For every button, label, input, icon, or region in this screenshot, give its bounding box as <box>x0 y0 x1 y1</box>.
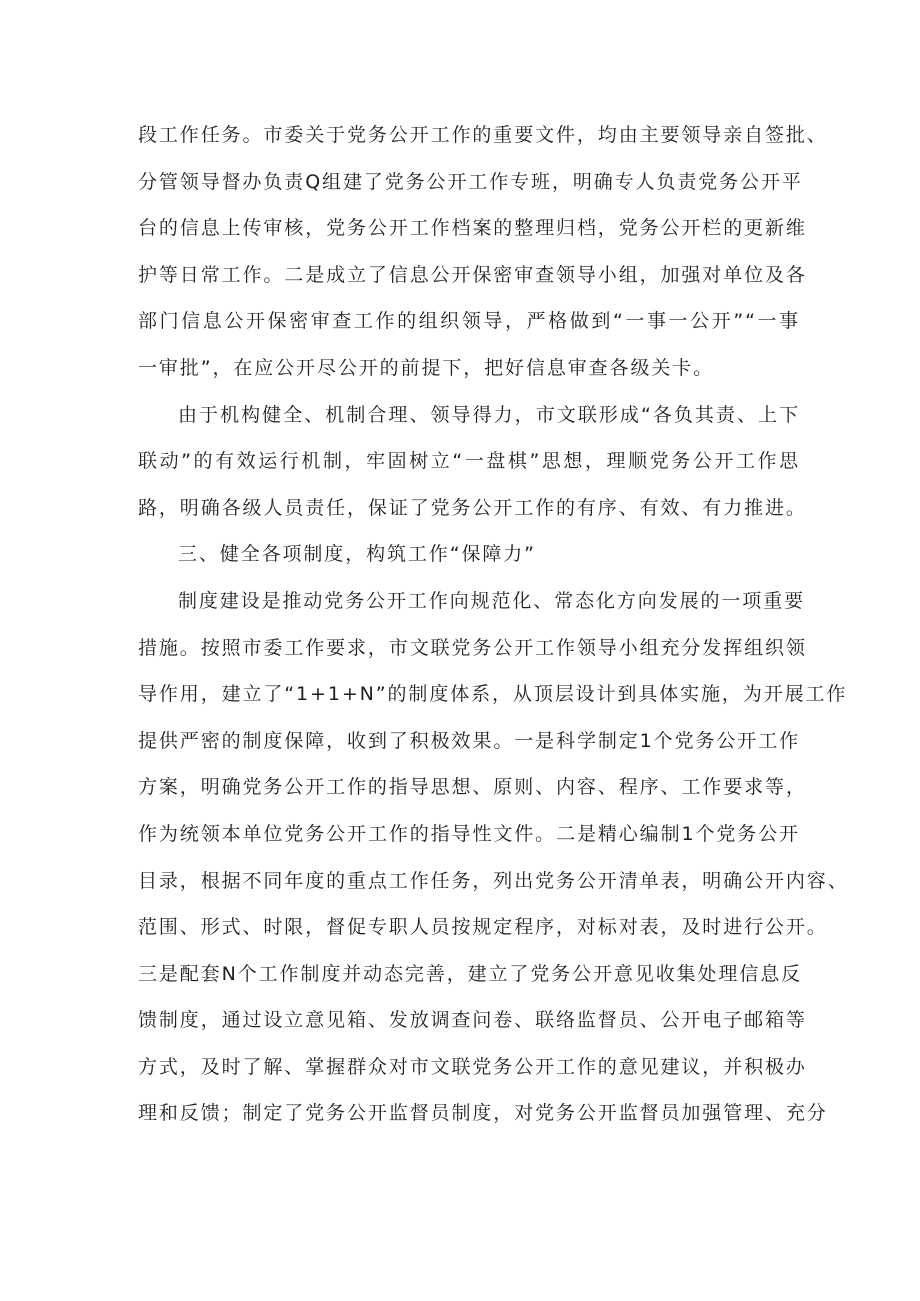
text-line: 三、健全各项制度，构筑工作“保障力” <box>178 543 536 566</box>
text-line: 台的信息上传审核，党务公开工作档案的整理归档，党务公开栏的更新维 <box>138 217 807 240</box>
text-line: 护等日常工作。二是成立了信息公开保密审查领导小组，加强对单位及各 <box>138 263 807 286</box>
text-line: 制度建设是推动党务公开工作向规范化、常态化方向发展的一项重要 <box>178 589 806 612</box>
text-line: 三是配套N个工作制度并动态完善，建立了党务公开意见收集处理信息反 <box>138 962 803 985</box>
text-line: 作为统领本单位党务公开工作的指导性文件。二是精心编制1个党务公开 <box>138 822 800 845</box>
text-line: 方式，及时了解、掌握群众对市文联党务公开工作的意见建议，并积极办 <box>138 1055 807 1078</box>
text-line: 馈制度，通过设立意见箱、发放调查问卷、联络监督员、公开电子邮箱等 <box>138 1009 807 1032</box>
text-line: 措施。按照市委工作要求，市文联党务公开工作领导小组充分发挥组织领 <box>138 636 807 659</box>
text-line: 导作用，建立了“1+1+N”的制度体系，从顶层设计到具体实施，为开展工作 <box>138 683 848 706</box>
text-line: 段工作任务。市委关于党务公开工作的重要文件，均由主要领导亲自签批、 <box>138 124 828 146</box>
document-body <box>138 112 849 1137</box>
text-line: 联动”的有效运行机制，牢固树立“一盘棋”思想，理顺党务公开工作思 <box>138 450 800 473</box>
text-line: 部门信息公开保密审查工作的组织领导，严格做到“一事一公开”“一事 <box>138 310 800 333</box>
text-line: 提供严密的制度保障，收到了积极效果。一是科学制定1个党务公开工作 <box>138 729 800 752</box>
text-line: 理和反馈；制定了党务公开监督员制度，对党务公开监督员加强管理、充分 <box>138 1102 828 1125</box>
text-line: 目录，根据不同年度的重点工作任务，列出党务公开清单表，明确公开内容、 <box>138 869 849 892</box>
text-line: 一审批”，在应公开尽公开的前提下，把好信息审查各级关卡。 <box>138 356 715 379</box>
text-line: 范围、形式、时限，督促专职人员按规定程序，对标对表，及时进行公开。 <box>138 916 828 939</box>
text-line: 方案，明确党务公开工作的指导思想、原则、内容、程序、工作要求等， <box>138 776 807 799</box>
text-line: 路，明确各级人员责任，保证了党务公开工作的有序、有效、有力推进。 <box>138 496 807 519</box>
text-line: 分管领导督办负责Q组建了党务公开工作专班，明确专人负责党务公开平 <box>138 170 803 193</box>
text-line: 由于机构健全、机制合理、领导得力，市文联形成“各负其责、上下 <box>178 403 800 426</box>
